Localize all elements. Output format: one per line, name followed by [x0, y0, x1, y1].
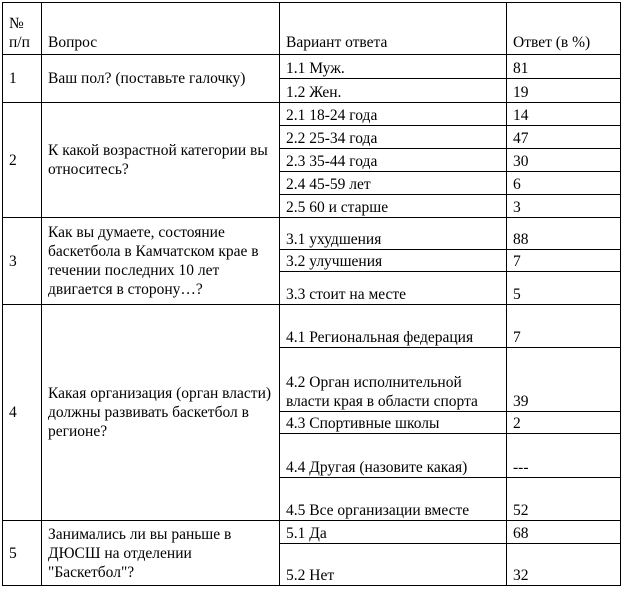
answer-percent: 7: [507, 305, 621, 348]
question-text: Занимались ли вы раньше в ДЮСШ на отделении "Баскетбол"?: [42, 521, 280, 586]
answer-percent: 7: [507, 250, 621, 272]
survey-results-table: [2, 2, 621, 586]
answer-option: 5.1 Да: [280, 521, 507, 544]
answer-percent: 81: [507, 55, 621, 79]
answer-option: 1.1 Муж.: [280, 55, 507, 79]
answer-option: 4.2 Орган исполнительной власти края в области спорта: [280, 348, 507, 412]
header-option: Вариант ответа: [280, 3, 507, 55]
answer-option: 4.4 Другая (назовите какая): [280, 434, 507, 478]
answer-option: 2.2 25-34 года: [280, 126, 507, 149]
answer-percent: 32: [507, 544, 621, 586]
header-percent: Ответ (в %): [507, 3, 621, 55]
question-number: 4: [3, 305, 42, 521]
question-text: Какая организация (орган власти) должны развивать баскетбол в регионе?: [42, 305, 280, 521]
answer-percent: ---: [507, 434, 621, 478]
answer-option: 3.2 улучшения: [280, 250, 507, 272]
question-text: Ваш пол? (поставьте галочку): [42, 55, 280, 103]
answer-percent: 47: [507, 126, 621, 149]
question-text: Как вы думаете, состояние баскетбола в Камчатском крае в течении последних 10 лет двигается в сторону…?: [42, 218, 280, 305]
answer-percent: 68: [507, 521, 621, 544]
question-text: К какой возрастной категории вы относитесь?: [42, 103, 280, 218]
answer-percent: 3: [507, 195, 621, 218]
question-number: 3: [3, 218, 42, 305]
header-row: [3, 3, 621, 55]
answer-percent: 88: [507, 218, 621, 250]
table-row: [3, 103, 621, 126]
answer-option: 2.4 45-59 лет: [280, 172, 507, 195]
answer-option: 4.5 Все организации вместе: [280, 478, 507, 521]
answer-option: 5.2 Нет: [280, 544, 507, 586]
answer-option: 1.2 Жен.: [280, 79, 507, 103]
answer-option: 2.5 60 и старше: [280, 195, 507, 218]
question-number: 2: [3, 103, 42, 218]
answer-option: 3.3 стоит на месте: [280, 272, 507, 305]
table-row: [3, 521, 621, 544]
question-number: 5: [3, 521, 42, 586]
answer-option: 4.1 Региональная федерация: [280, 305, 507, 348]
answer-percent: 30: [507, 149, 621, 172]
answer-percent: 19: [507, 79, 621, 103]
table-row: [3, 305, 621, 348]
table-row: [3, 55, 621, 79]
answer-option: 2.1 18-24 года: [280, 103, 507, 126]
answer-option: 4.3 Спортивные школы: [280, 412, 507, 434]
answer-option: 3.1 ухудшения: [280, 218, 507, 250]
header-number: № п/п: [3, 3, 42, 55]
header-question: Вопрос: [42, 3, 280, 55]
answer-percent: 5: [507, 272, 621, 305]
answer-option: 2.3 35-44 года: [280, 149, 507, 172]
answer-percent: 14: [507, 103, 621, 126]
answer-percent: 2: [507, 412, 621, 434]
answer-percent: 6: [507, 172, 621, 195]
answer-percent: 39: [507, 348, 621, 412]
question-number: 1: [3, 55, 42, 103]
table-row: [3, 218, 621, 250]
answer-percent: 52: [507, 478, 621, 521]
